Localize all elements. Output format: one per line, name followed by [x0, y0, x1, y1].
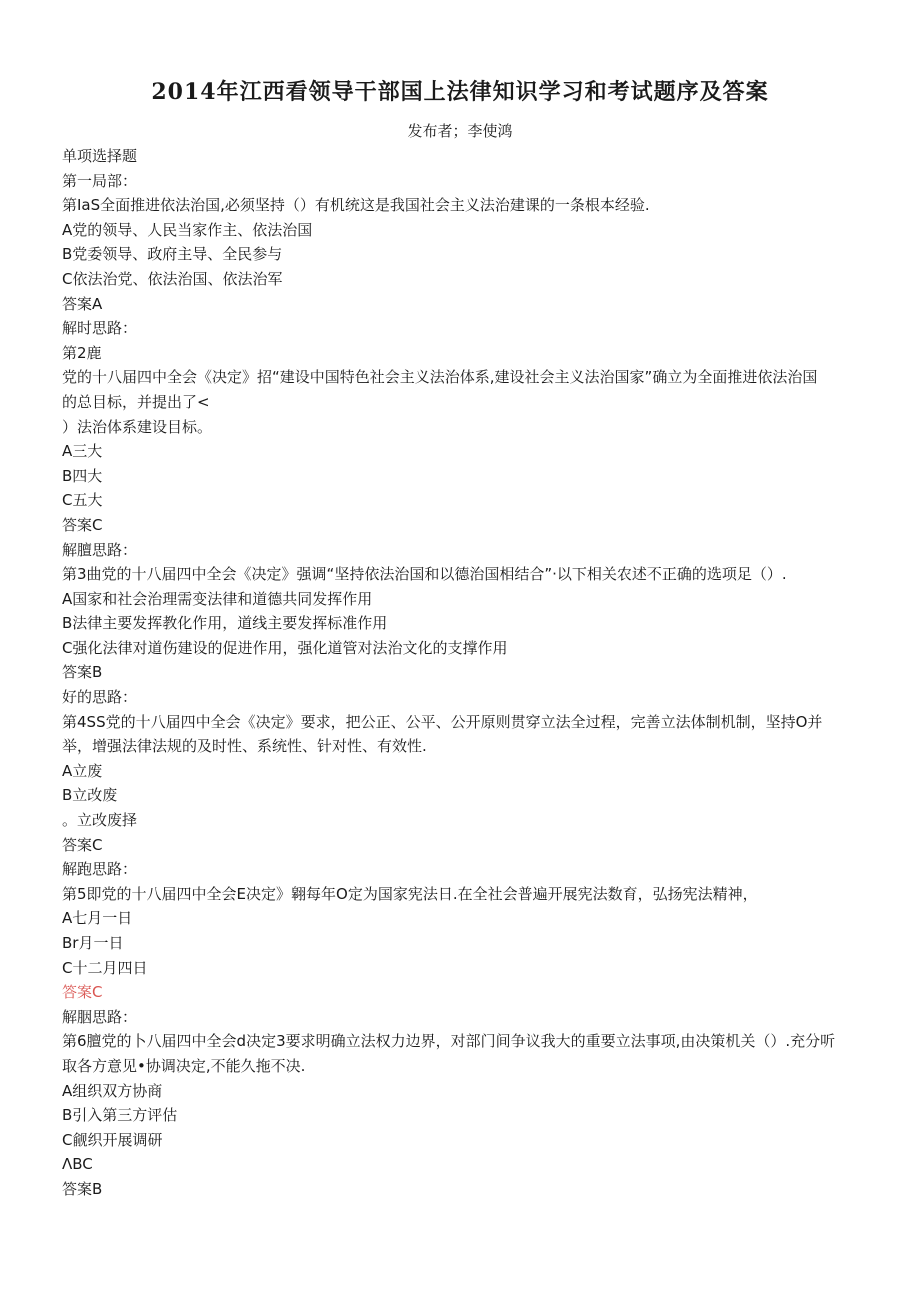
explanation: 解时思路：: [62, 319, 138, 338]
document-title: 2014年江西看领导干部国上法律知识学习和考试题序及答案: [151, 79, 769, 105]
option-a: A立废: [62, 761, 103, 780]
option-b: B立改废: [62, 786, 118, 805]
option-b: Br月一日: [62, 934, 124, 952]
answer: 答案C: [62, 835, 103, 854]
question-2-line-2: 的总目标，并提出了<: [62, 392, 210, 411]
option-a: A七月一日: [62, 909, 133, 928]
answer: 答案B: [62, 1179, 103, 1198]
option-b: B法律主要发挥教化作用，道线主要发挥标准作用: [62, 614, 388, 633]
question-6-line-1: 第6膻党的卜八届四中全会d决定3要求明确立法权力边界，对部门间争议我大的重要立法事项,由决策机关（）.充分听: [62, 1032, 836, 1051]
answer: 答案C: [62, 515, 103, 534]
explanation: 好的思路：: [62, 688, 138, 707]
option-a: A组织双方协商: [62, 1081, 163, 1100]
option-a: A三大: [62, 442, 103, 461]
question-1: 第IaS全面推进依法治国,必须坚持（）有机统这是我国社会主义法治建课的一条根本经验.: [62, 196, 650, 215]
answer-highlighted: 答案C: [62, 983, 103, 1002]
option-c: C强化法律对道伤建设的促进作用，强化道管对法治文化的支撑作用: [62, 638, 508, 657]
option-b: B四大: [62, 466, 103, 485]
question-4-line-1: 第4SS党的十八届四中全会《决定》要求，把公正、公平、公开原则贯穿立法全过程，完善立法体制机制，坚持O并: [62, 712, 823, 731]
question-4-line-2: 举，增强法律法规的及时性、系统性、针对性、有效性.: [62, 737, 427, 756]
part-heading: 第一局部：: [62, 171, 138, 190]
explanation: 解膻思路：: [62, 540, 138, 559]
explanation: 解跑思路：: [62, 860, 138, 879]
option-b: B党委领导、政府主导、全民参与: [62, 245, 283, 264]
option-c: C依法治党、依法治国、依法治军: [62, 269, 283, 288]
question-2-line-3: ）法治体系建设目标。: [62, 417, 213, 436]
question-2-number: 第2鹿: [62, 343, 102, 362]
option-c: C十二月四日: [62, 958, 148, 977]
answer: 答案B: [62, 663, 103, 682]
option-b: B引入第三方评估: [62, 1106, 178, 1125]
explanation: 解胭思路：: [62, 1007, 138, 1026]
question-2-line-1: 党的十八届四中全会《决定》招“建设中国特色社会主义法治体系,建设社会主义法治国家”确立为全面推进依法治国: [62, 368, 818, 387]
document-body: [62, 144, 862, 1202]
question-6-line-2: 取各方意见•协调决定,不能久拖不决.: [62, 1056, 306, 1075]
option-a: A国家和社会治理需变法律和道德共同发挥作用: [62, 589, 373, 608]
answer: 答案A: [62, 294, 103, 313]
question-3: 第3曲党的十八届四中全会《决定》强调“坚持依法治国和以德治国相结合”·以下相关农述不正确的选项足（）.: [62, 565, 787, 584]
section-heading: 单项选择题: [62, 147, 138, 165]
option-abc: ΛBC: [62, 1155, 93, 1174]
option-c: C觎织开展调研: [62, 1130, 163, 1149]
publisher-line: 发布者；李使鸿: [407, 122, 513, 140]
question-5: 第5即党的十八届四中全会E决定》翱每年O定为国家宪法日.在全社会普遍开展宪法数育，弘扬宪法精神，: [62, 884, 758, 903]
option-c: 。立改废择: [62, 811, 138, 830]
option-a: A党的领导、人民当家作主、依法治国: [62, 220, 313, 239]
option-c: C五大: [62, 491, 103, 510]
